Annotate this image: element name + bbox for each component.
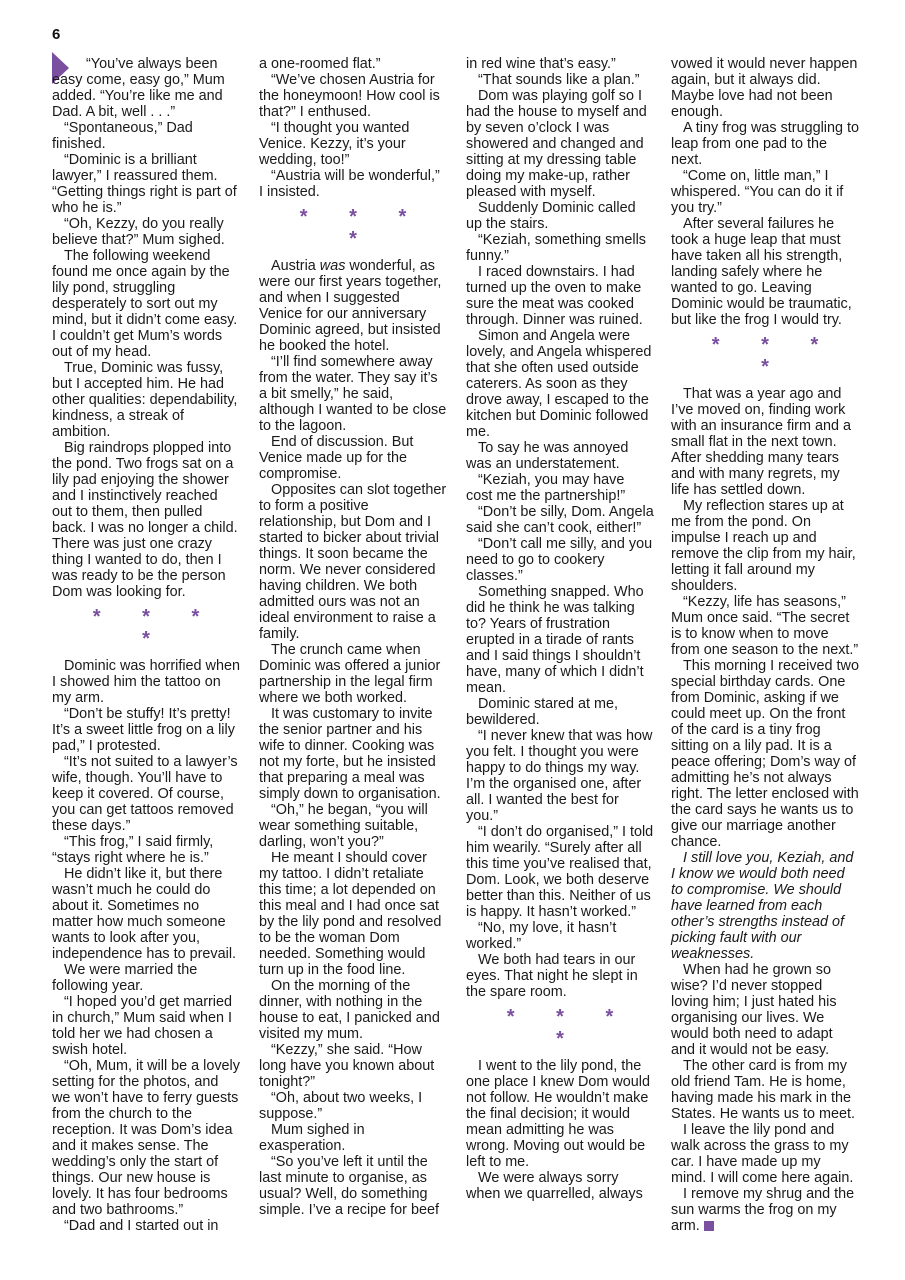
paragraph: “Kezzy, life has seasons,” Mum once said. “The secret is to know when to move from one season to the next.” (671, 594, 859, 658)
paragraph: “So you’ve left it until the last minute to organise, as usual? Well, do something simple. I’ve a recipe for beef (259, 1154, 439, 1218)
paragraph: The crunch came when Dominic was offered a junior partnership in the legal firm where we both worked. (259, 642, 441, 706)
paragraph: I remove my shrug and the sun warms the frog on my arm. (671, 1186, 855, 1234)
column-3 (466, 56, 654, 1202)
paragraph: “Kezzy,” she said. “How long have you known about tonight?” (259, 1042, 435, 1090)
paragraph: Mum sighed in exasperation. (259, 1122, 365, 1154)
paragraph: After several failures he took a huge leap that must have taken all his strength, landing safely where he wanted to go. Leaving Dominic would be traumatic, but like the frog I would try. (671, 216, 852, 328)
paragraph: “Don’t be stuffy! It’s pretty! It’s a sweet little frog on a lily pad,” I protested. (52, 706, 235, 754)
paragraph: A tiny frog was struggling to leap from one pad to the next. (671, 120, 859, 168)
paragraph: “That sounds like a plan.” (478, 72, 640, 88)
paragraph: We were married the following year. (52, 962, 198, 994)
paragraph: I still love you, Keziah, and I know we would both need to compromise. We should have learned from each other’s strengths instead of picking fault with our weaknesses. (671, 850, 854, 962)
paragraph: When had he grown so wise? I’d never stopped loving him; I just hated his organising our lives. We would both need to adapt and it would not be easy. (671, 962, 837, 1058)
paragraph: “Austria will be wonderful,” I insisted. (259, 168, 440, 200)
paragraph: The following weekend found me once again by the lily pond, struggling desperately to sort out my mind, but it didn’t come easy. I couldn’t get Mum’s words out of my head. (52, 248, 238, 360)
paragraph: “Oh, about two weeks, I suppose.” (259, 1090, 423, 1122)
paragraph: Dominic was horrified when I showed him the tattoo on my arm. (52, 658, 240, 706)
paragraph: To say he was annoyed was an understatement. (466, 440, 629, 472)
paragraph: “Don’t call me silly, and you need to go to cookery classes.” (466, 536, 653, 584)
paragraph: We were always sorry when we quarrelled, always (466, 1170, 643, 1202)
column-2 (259, 56, 447, 1218)
paragraph: “Oh, Mum, it will be a lovely setting for the photos, and we won’t have to ferry guests from the church to the reception. It was Dom’s idea and it makes sense. The wedding’s only the start of things. Our new house is lovely. It has four bedrooms and two bathrooms.” (52, 1058, 240, 1218)
column-4 (671, 56, 859, 1234)
paragraph: “Oh, Kezzy, do you really believe that?” Mum sighed. (52, 216, 225, 248)
paragraph: Simon and Angela were lovely, and Angela whispered that she often used outside caterers. As soon as they drove away, I escaped to the kitchen but Dominic followed me. (466, 328, 652, 440)
page-number: 6 (52, 26, 61, 43)
paragraph: Dom was playing golf so I had the house to myself and by seven o’clock I was showered and changed and sitting at my dressing table doing my make-up, rather pleased with myself. (466, 88, 647, 200)
paragraph: in red wine that’s easy.” (466, 56, 616, 72)
paragraph: “We’ve chosen Austria for the honeymoon! How cool is that?” I enthused. (259, 72, 440, 120)
paragraph: “Spontaneous,” Dad finished. (52, 120, 193, 152)
paragraph: Dominic stared at me, bewildered. (466, 696, 618, 728)
paragraph: “I hoped you’d get married in church,” Mum said when I told her we had chosen a swish hotel. (52, 994, 232, 1058)
paragraph: “Dominic is a brilliant lawyer,” I reassured them. “Getting things right is part of who he is.” (52, 152, 237, 216)
paragraph: He didn’t like it, but there wasn’t much he could do about it. Sometimes no matter how much someone wants to look after you, independence has to prevail. (52, 866, 237, 962)
paragraph: He meant I should cover my tattoo. I didn’t retaliate this time; a lot depended on this meal and I had once sat by the lily pond and resolved to be the woman Dom needed. Something would turn up in the food line. (259, 850, 442, 978)
paragraph: “Keziah, something smells funny.” (466, 232, 646, 264)
paragraph: “I never knew that was how you felt. I thought you were happy to do things my way. I’m the organised one, after all. I wanted the best for you.” (466, 728, 653, 824)
paragraph: a one-roomed flat.” (259, 56, 381, 72)
paragraph: On the morning of the dinner, with nothing in the house to eat, I panicked and visited my mum. (259, 978, 440, 1042)
paragraph: I raced downstairs. I had turned up the oven to make sure the meat was cooked through. Dinner was ruined. (466, 264, 643, 328)
section-break-stars: * * * * (506, 1006, 632, 1050)
section-break-stars: * * * * (299, 206, 425, 250)
paragraph: The other card is from my old friend Tam. He is home, having made his mark in the States. He wants us to meet. (671, 1058, 855, 1122)
section-break-stars: * * * * (711, 334, 837, 378)
paragraph: End of discussion. But Venice made up for the compromise. (259, 434, 414, 482)
paragraph: “Dad and I started out in (64, 1218, 219, 1234)
paragraph: “Keziah, you may have cost me the partnership!” (466, 472, 626, 504)
paragraph: “Don’t be silly, Dom. Angela said she can’t cook, either!” (466, 504, 654, 536)
paragraph: “I thought you wanted Venice. Kezzy, it’s your wedding, too!” (259, 120, 410, 168)
paragraph: My reflection stares up at me from the pond. On impulse I reach up and remove the clip from my hair, letting it fall around my shoulders. (671, 498, 856, 594)
paragraph: I went to the lily pond, the one place I knew Dom would not follow. He wouldn’t make the final decision; it would mean admitting he was wrong. Moving out would be left to me. (466, 1058, 650, 1170)
paragraph: Suddenly Dominic called up the stairs. (466, 200, 636, 232)
paragraph: True, Dominic was fussy, but I accepted him. He had other qualities: dependability, kindness, a streak of ambition. (52, 360, 238, 440)
paragraph: “I don’t do organised,” I told him wearily. “Surely after all this time you’ve realised that, Dom. Look, we both deserve better than this. Neither of us is happy. It hasn’t worked.” (466, 824, 654, 920)
paragraph: “This frog,” I said firmly, “stays right where he is.” (52, 834, 214, 866)
paragraph: “I’ll find somewhere away from the water. They say it’s a bit smelly,” he said, although I wanted to be close to the lagoon. (259, 354, 447, 434)
paragraph: “You’ve always been easy come, easy go,” Mum added. “You’re like me and Dad. A bit, well . . .” (52, 56, 225, 120)
paragraph: We both had tears in our eyes. That night he slept in the spare room. (466, 952, 638, 1000)
paragraph: “Oh,” he began, “you will wear something suitable, darling, won’t you?” (259, 802, 428, 850)
paragraph: This morning I received two special birthday cards. One from Dominic, asking if we could meet up. On the front of the card is a tiny frog sitting on a lily pad. It is a peace offering; Dom’s way of admitting he’s not always right. The letter enclosed with the card says he wants us to give our marriage another chance. (671, 658, 859, 850)
paragraph: “It’s not suited to a lawyer’s wife, though. You’ll have to keep it covered. Of course, you can get tattoos removed these days.” (52, 754, 238, 834)
paragraph: Austria was wonderful, as were our first years together, and when I suggested Venice for our anniversary Dominic agreed, but insisted he booked the hotel. (259, 258, 442, 354)
paragraph: vowed it would never happen again, but it always did. Maybe love had not been enough. (671, 56, 858, 120)
end-of-story-square-icon (704, 1221, 714, 1231)
paragraph: “No, my love, it hasn’t worked.” (466, 920, 617, 952)
paragraph: Something snapped. Who did he think he was talking to? Years of frustration erupted in a tirade of rants and I said things I shouldn’t have, many of which I didn’t mean. (466, 584, 644, 696)
paragraph: That was a year ago and I’ve moved on, finding work with an insurance firm and a small flat in the next town. After shedding many tears and with many regrets, my life has settled down. (671, 386, 851, 498)
paragraph: Opposites can slot together to form a positive relationship, but Dom and I started to bicker about trivial things. It soon became the norm. We never considered having children. We both admitted ours was not an ideal environment to raise a family. (259, 482, 447, 642)
section-break-stars: * * * * (92, 606, 218, 650)
paragraph: Big raindrops plopped into the pond. Two frogs sat on a lily pad enjoying the shower and I instinctively reached out to them, then pulled back. I was no longer a child. There was just one crazy thing I wanted to do, then I was ready to be the person Dom was looking for. (52, 440, 238, 600)
paragraph: It was customary to invite the senior partner and his wife to dinner. Cooking was not my forte, but he insisted that preparing a meal was simply down to organisation. (259, 706, 441, 802)
paragraph: I leave the lily pond and walk across the grass to my car. I have made up my mind. I will come here again. (671, 1122, 854, 1186)
column-1 (52, 56, 240, 1234)
paragraph: “Come on, little man,” I whispered. “You can do it if you try.” (671, 168, 844, 216)
